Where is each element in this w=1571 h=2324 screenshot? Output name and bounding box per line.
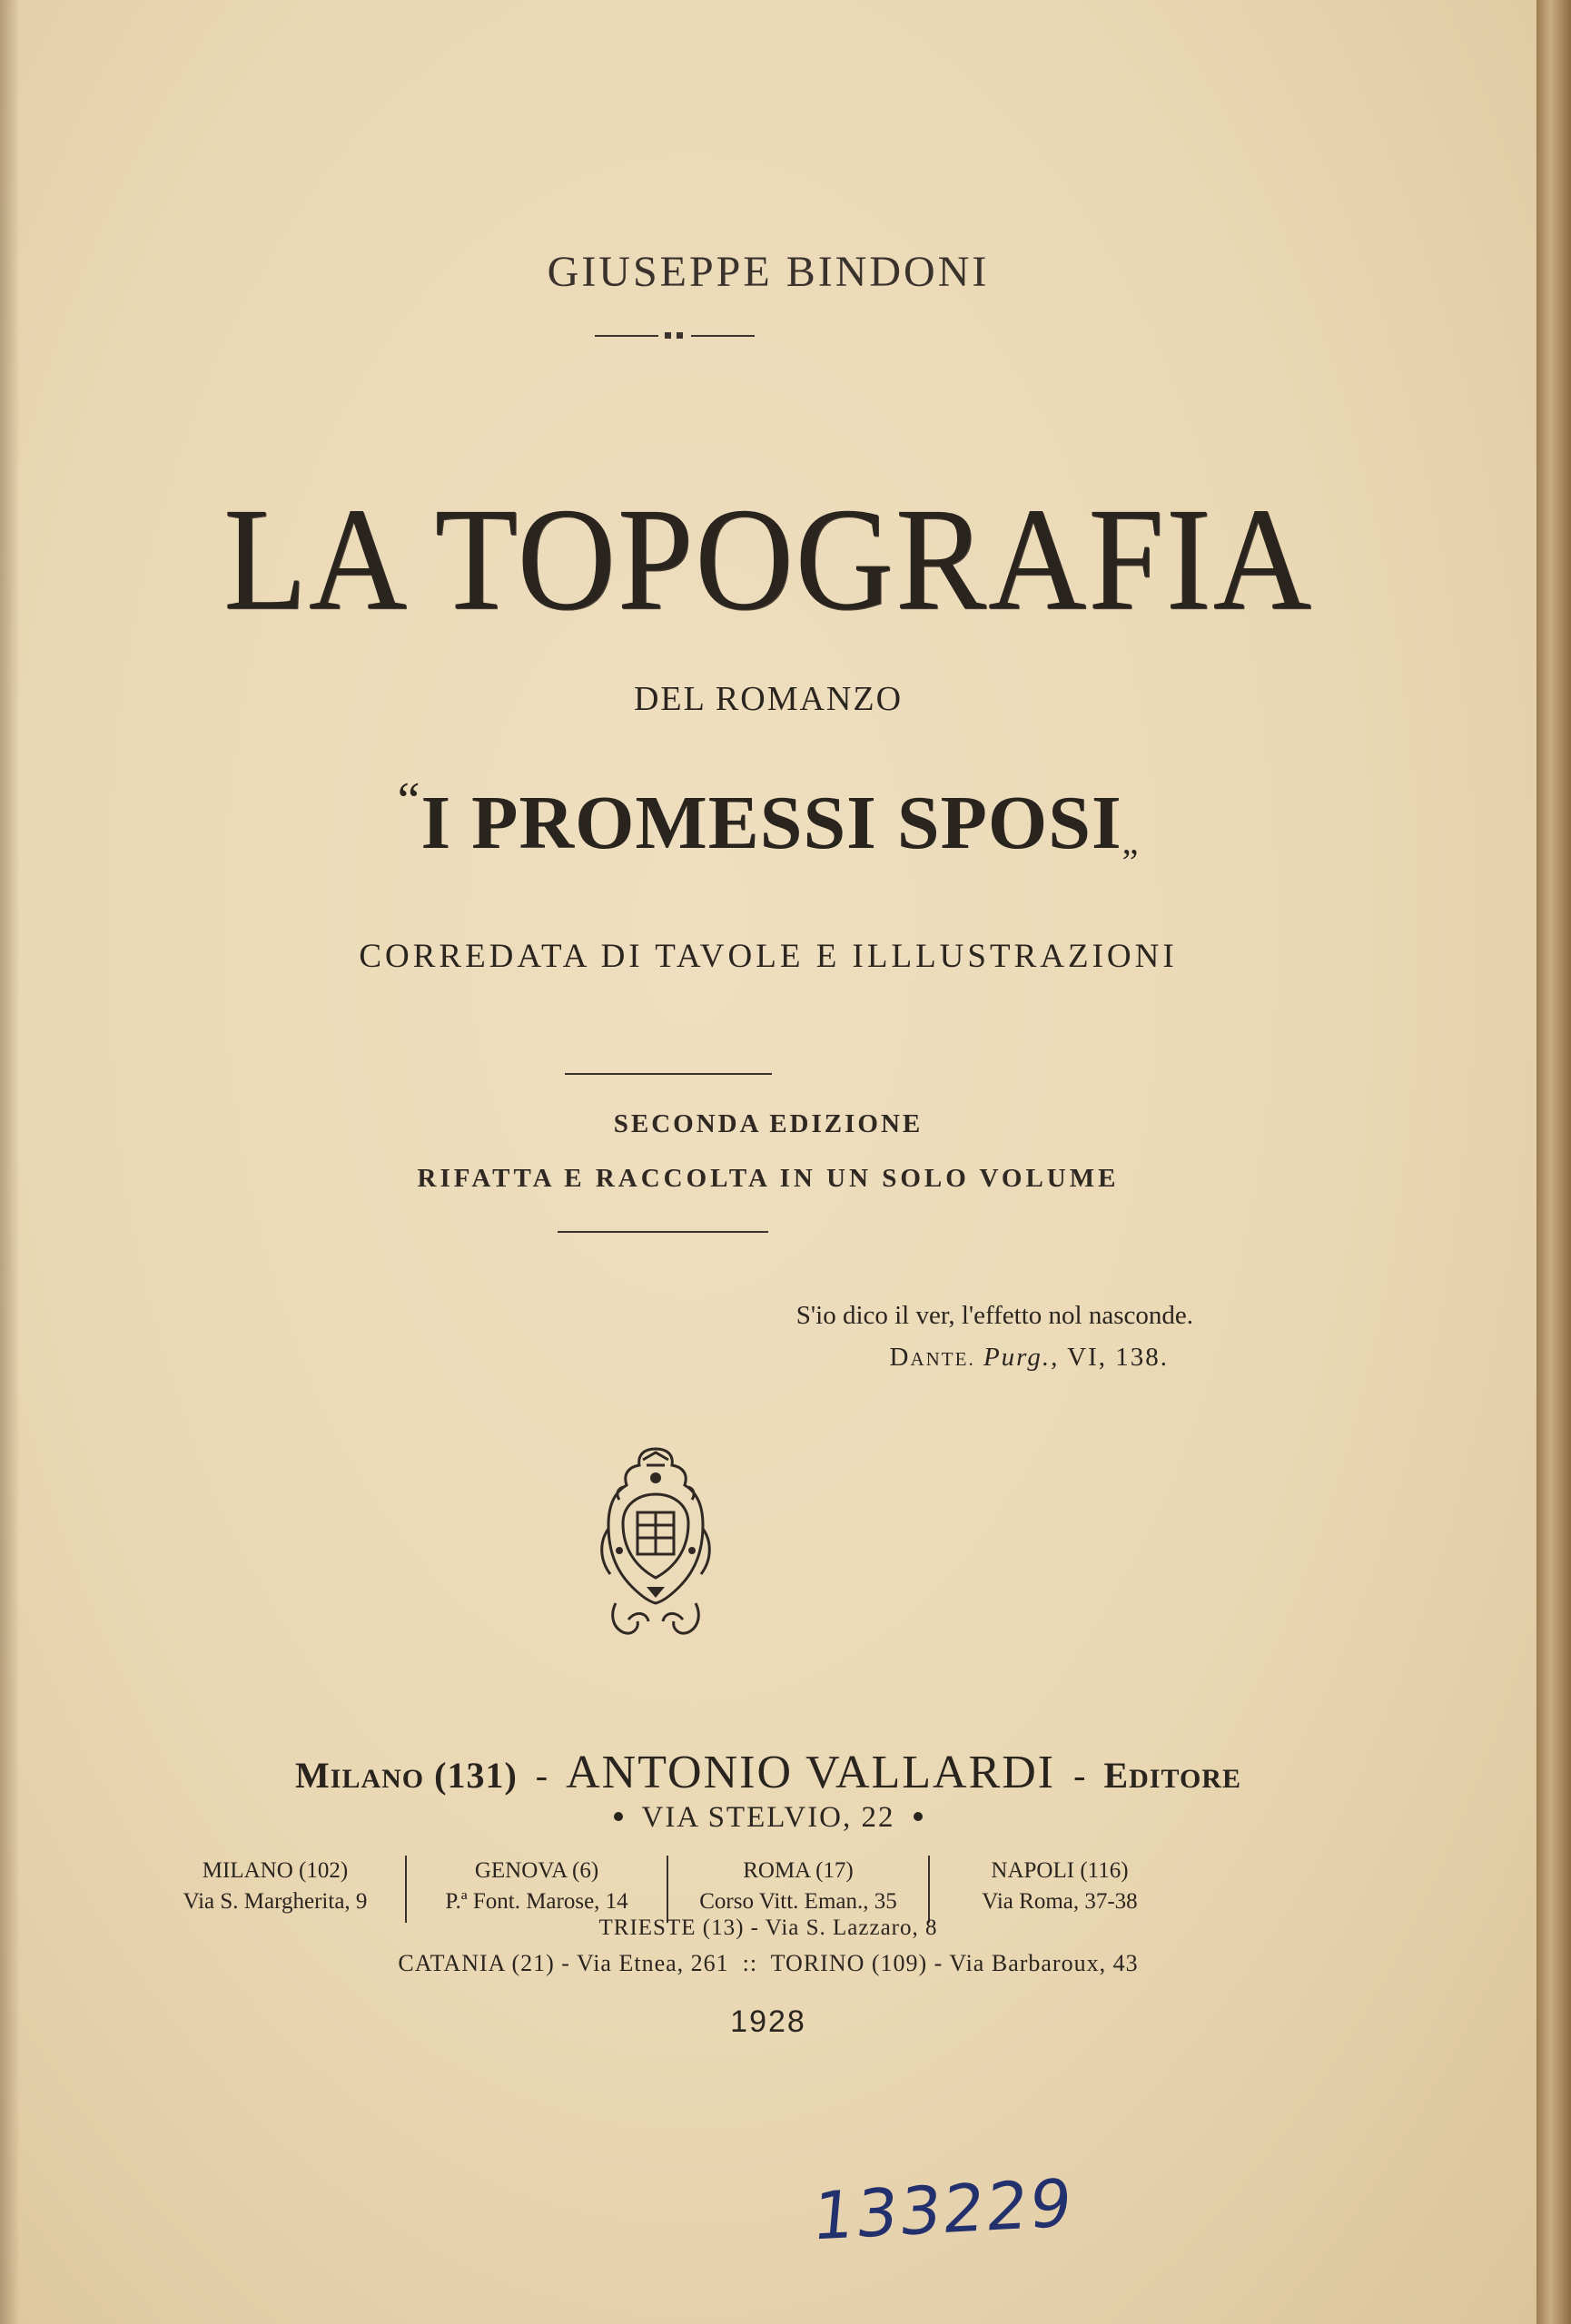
epigraph-citation bbox=[890, 1343, 1169, 1373]
bullet-icon bbox=[914, 1812, 923, 1821]
novel-title-text: I PROMESSI SPOSI bbox=[420, 781, 1122, 865]
branch-city: ROMA (17) bbox=[743, 1858, 854, 1883]
publisher-city-initial: M bbox=[295, 1755, 331, 1796]
bullet-icon bbox=[614, 1812, 623, 1821]
publisher-emblem-icon bbox=[592, 1442, 719, 1643]
epigraph-author-initial: D bbox=[889, 1343, 911, 1372]
publisher-role-rest: DITORE bbox=[1129, 1764, 1241, 1794]
edition-line-1: SECONDA EDIZIONE bbox=[613, 1109, 924, 1138]
branch-address: Via Roma, 37-38 bbox=[982, 1889, 1138, 1914]
subtitle-prefix: DEL ROMANZO bbox=[633, 680, 904, 718]
branch-address: Corso Vitt. Eman., 35 bbox=[699, 1889, 897, 1914]
publisher-name: ANTONIO VALLARDI bbox=[566, 1747, 1056, 1798]
author-name: GIUSEPPE BINDONI bbox=[547, 248, 990, 296]
publisher-role bbox=[1103, 1755, 1241, 1796]
book-title: LA TOPOGRAFIA bbox=[223, 478, 1313, 641]
branch-address: P.ª Font. Marose, 14 bbox=[445, 1889, 628, 1914]
publisher-address-text: VIA STELVIO, 22 bbox=[641, 1801, 895, 1834]
epigraph-author-rest: ANTE. bbox=[910, 1348, 975, 1370]
epigraph-text: S'io dico il ver, l'effetto nol nasconde. bbox=[795, 1301, 1193, 1330]
open-quote: “ bbox=[397, 773, 421, 829]
branch-list bbox=[145, 1856, 1190, 1923]
publisher-line: MILANO (131) - ANTONIO VALLARDI - EDITORE bbox=[295, 1747, 1241, 1798]
handwritten-inventory-number: 133229 bbox=[809, 2164, 1077, 2255]
publication-year: 1928 bbox=[730, 2004, 806, 2039]
publisher-city-code: (131) bbox=[434, 1755, 518, 1796]
description: CORREDATA DI TAVOLE E ILLLUSTRAZIONI bbox=[359, 938, 1178, 975]
divider-rule bbox=[565, 1073, 772, 1075]
branch-city: MILANO (102) bbox=[202, 1858, 349, 1883]
publisher-address bbox=[0, 1801, 1536, 1835]
branch-catania-torino: CATANIA (21) - Via Etnea, 261 :: TORINO (109) - Via Barbaroux, 43 bbox=[398, 1950, 1139, 1976]
branch-city: NAPOLI (116) bbox=[991, 1858, 1129, 1883]
epigraph-reference: VI, 138. bbox=[1067, 1343, 1169, 1372]
branch-city: GENOVA (6) bbox=[474, 1858, 599, 1883]
epigraph-work: Purg., bbox=[983, 1343, 1060, 1372]
author-ornament-divider bbox=[595, 332, 756, 340]
branch-item bbox=[667, 1856, 928, 1923]
edition-line-2: RIFATTA E RACCOLTA IN UN SOLO VOLUME bbox=[417, 1164, 1120, 1193]
novel-title bbox=[0, 772, 1536, 867]
branch-trieste: TRIESTE (13) - Via S. Lazzaro, 8 bbox=[598, 1915, 938, 1940]
page-edge bbox=[1536, 0, 1571, 2324]
close-quote: „ bbox=[1121, 821, 1140, 862]
divider-rule bbox=[558, 1231, 768, 1233]
publisher-role-initial: E bbox=[1103, 1755, 1130, 1796]
publisher-city bbox=[295, 1755, 518, 1796]
branch-item bbox=[928, 1856, 1190, 1923]
publisher-city-rest: ILANO bbox=[330, 1764, 425, 1794]
branch-item bbox=[145, 1856, 405, 1923]
branch-address: Via S. Margherita, 9 bbox=[183, 1889, 368, 1914]
branch-item bbox=[405, 1856, 667, 1923]
